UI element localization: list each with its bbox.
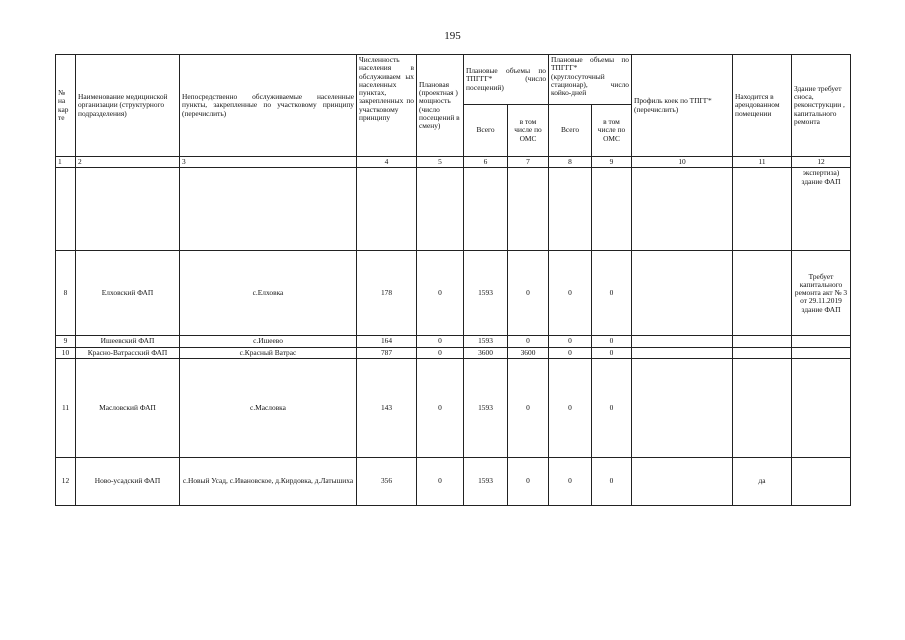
header-col-places: Непосредственно обслуживаемые населенные пункты, закрепленные по участковому принципу (перечислить) — [180, 55, 357, 157]
beds-total: 0 — [549, 347, 592, 358]
served-places: с.Новый Усад, с.Ивановское, д.Кирдовка, д.Латышиха — [180, 457, 357, 505]
header-row — [56, 55, 851, 105]
facility-name: Ишеевский ФАП — [76, 336, 180, 347]
bed-profile — [632, 358, 733, 457]
column-numbers-row — [56, 157, 851, 168]
facilities-table — [55, 54, 851, 506]
served-places: с.Красный Ватрас — [180, 347, 357, 358]
population: 356 — [357, 457, 417, 505]
header-col-visits: Плановые объемы по ТПГГГ* (число посещений) — [464, 55, 549, 105]
visits-total: 3600 — [464, 347, 508, 358]
rented — [733, 358, 792, 457]
row-number: 8 — [56, 251, 76, 336]
column-number: 5 — [417, 157, 464, 168]
bed-profile — [632, 251, 733, 336]
capacity: 0 — [417, 347, 464, 358]
header-beds-oms: в том числе по ОМС — [592, 105, 632, 157]
column-number: 12 — [792, 157, 851, 168]
column-number: 7 — [508, 157, 549, 168]
rented — [733, 251, 792, 336]
repair-status — [792, 457, 851, 505]
capacity: 0 — [417, 336, 464, 347]
repair-status — [792, 336, 851, 347]
beds-total: 0 — [549, 358, 592, 457]
table-row — [56, 336, 851, 347]
page-number: 195 — [444, 30, 461, 42]
continuation-repair: экспертиза) здание ФАП — [792, 168, 851, 251]
capacity: 0 — [417, 457, 464, 505]
bed-profile — [632, 347, 733, 358]
beds-oms: 0 — [592, 457, 632, 505]
rented — [733, 347, 792, 358]
visits-oms: 0 — [508, 336, 549, 347]
column-number: 8 — [549, 157, 592, 168]
header-col-repair: Здание требует сноса, реконструкции , капитального ремонта — [792, 55, 851, 157]
beds-oms: 0 — [592, 347, 632, 358]
table-row — [56, 457, 851, 505]
table-row — [56, 358, 851, 457]
facility-name: Масловский ФАП — [76, 358, 180, 457]
visits-total: 1593 — [464, 358, 508, 457]
facility-name: Елховский ФАП — [76, 251, 180, 336]
column-number: 4 — [357, 157, 417, 168]
population: 178 — [357, 251, 417, 336]
served-places: с.Елховка — [180, 251, 357, 336]
header-col-number: № на кар те — [56, 55, 76, 157]
header-visits-oms: в том числе по ОМС — [508, 105, 549, 157]
capacity: 0 — [417, 251, 464, 336]
beds-oms: 0 — [592, 336, 632, 347]
beds-total: 0 — [549, 457, 592, 505]
rented: да — [733, 457, 792, 505]
column-number: 2 — [76, 157, 180, 168]
beds-oms: 0 — [592, 358, 632, 457]
bed-profile — [632, 457, 733, 505]
continuation-row — [56, 168, 851, 251]
header-visits-total: Всего — [464, 105, 508, 157]
header-col-name: Наименование медицинской организации (структурного подразделения) — [76, 55, 180, 157]
column-number: 1 — [56, 157, 76, 168]
header-col-rented: Находится в арендованном помещении — [733, 55, 792, 157]
visits-oms: 3600 — [508, 347, 549, 358]
repair-status — [792, 347, 851, 358]
capacity: 0 — [417, 358, 464, 457]
population: 164 — [357, 336, 417, 347]
table-row — [56, 251, 851, 336]
column-number: 11 — [733, 157, 792, 168]
rented — [733, 336, 792, 347]
header-col-population: Численность населения в обслуживаем ых населенных пунктах, закрепленных по участковому принципу — [357, 55, 417, 157]
column-number: 9 — [592, 157, 632, 168]
row-number: 11 — [56, 358, 76, 457]
column-number: 3 — [180, 157, 357, 168]
facility-name: Красно-Ватрасский ФАП — [76, 347, 180, 358]
beds-total: 0 — [549, 251, 592, 336]
bed-profile — [632, 336, 733, 347]
visits-total: 1593 — [464, 251, 508, 336]
visits-oms: 0 — [508, 251, 549, 336]
column-number: 6 — [464, 157, 508, 168]
column-number: 10 — [632, 157, 733, 168]
facility-name: Ново-усадский ФАП — [76, 457, 180, 505]
population: 787 — [357, 347, 417, 358]
row-number: 9 — [56, 336, 76, 347]
visits-oms: 0 — [508, 358, 549, 457]
beds-oms: 0 — [592, 251, 632, 336]
visits-oms: 0 — [508, 457, 549, 505]
population: 143 — [357, 358, 417, 457]
repair-status: Требует капитального ремонта акт № 3 от 29.11.2019 здание ФАП — [792, 251, 851, 336]
served-places: с.Ишеево — [180, 336, 357, 347]
visits-total: 1593 — [464, 336, 508, 347]
row-number: 10 — [56, 347, 76, 358]
row-number: 12 — [56, 457, 76, 505]
header-col-profile: Профиль коек по ТПГГ* (перечислить) — [632, 55, 733, 157]
header-col-beds: Плановые объемы по ТПГГГ* (круглосуточный стационар), число койко-дней — [549, 55, 632, 105]
served-places: с.Масловка — [180, 358, 357, 457]
visits-total: 1593 — [464, 457, 508, 505]
header-col-capacity: Плановая (проектная ) мощность (число посещений в смену) — [417, 55, 464, 157]
beds-total: 0 — [549, 336, 592, 347]
repair-status — [792, 358, 851, 457]
table-row — [56, 347, 851, 358]
header-beds-total: Всего — [549, 105, 592, 157]
